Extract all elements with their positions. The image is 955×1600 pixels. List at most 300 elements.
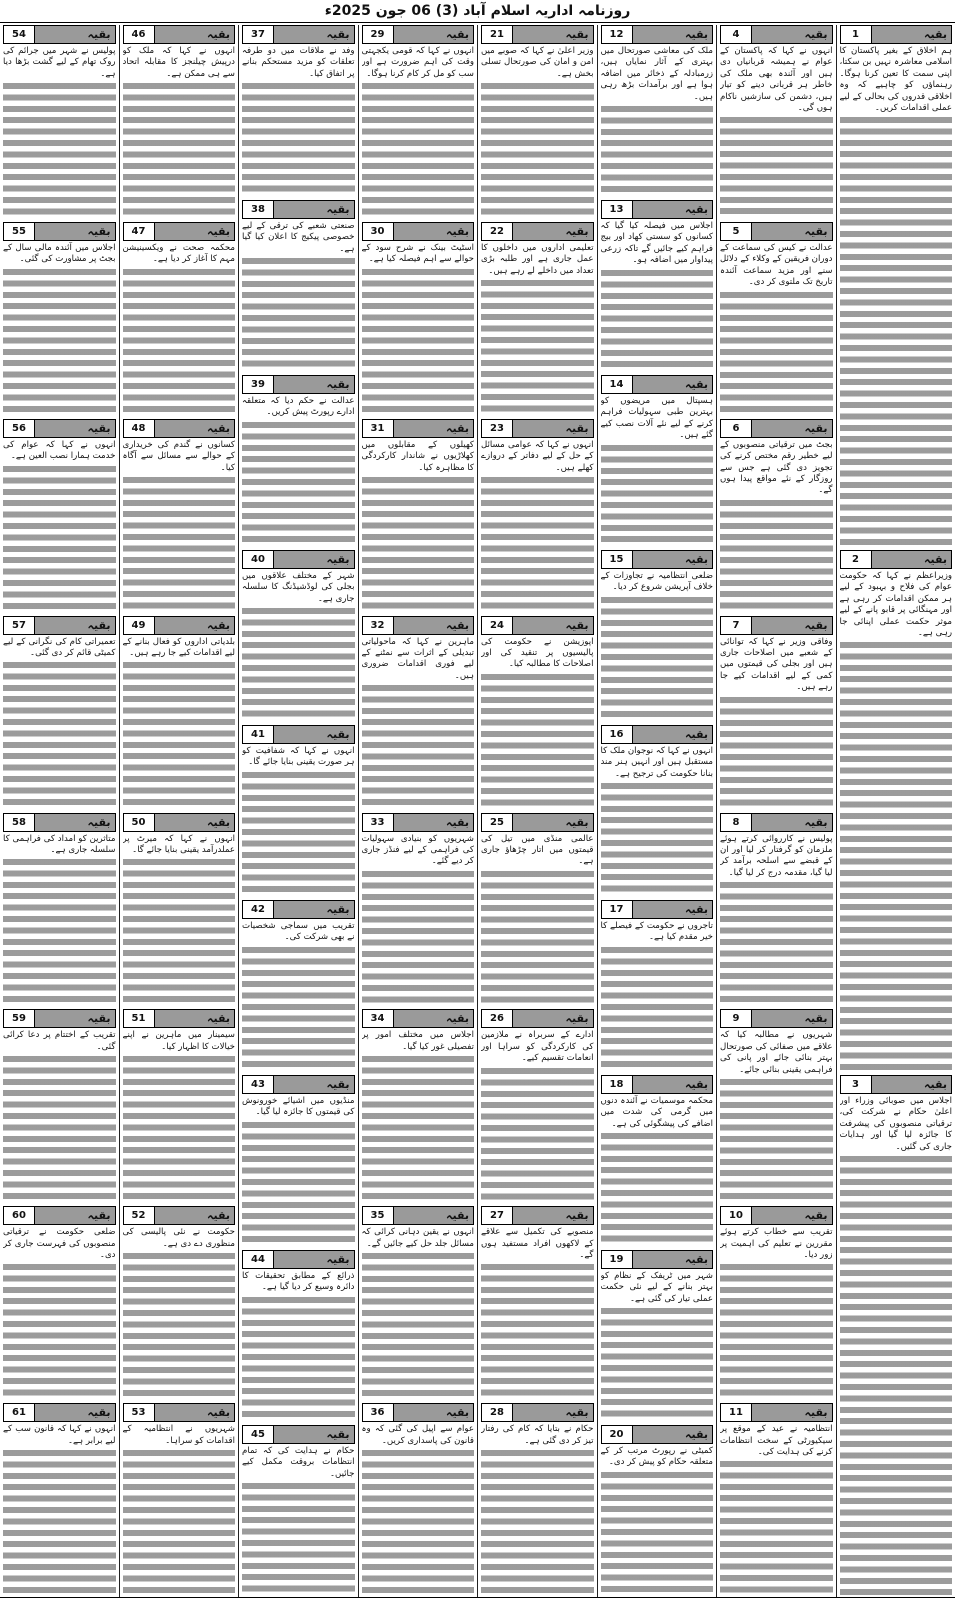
- box-number: 32: [363, 617, 394, 634]
- text-lines: [3, 463, 116, 613]
- continuation-box: [3, 25, 116, 219]
- text-lines: [601, 1305, 714, 1422]
- text-lines: [242, 80, 355, 197]
- box-number: 48: [124, 420, 155, 437]
- box-number: 55: [4, 223, 35, 240]
- box-text: اسٹیٹ بینک نے شرح سود کے حوالے سے اہم فیصلہ کیا ہے۔: [361, 242, 474, 265]
- box-text: انہوں نے کہا کہ قانون سب کے لیے برابر ہے۔: [3, 1424, 116, 1446]
- box-label: بقیہ: [35, 420, 115, 437]
- column-4: [477, 25, 597, 1597]
- text-lines: [242, 769, 355, 897]
- text-lines: [362, 1447, 475, 1597]
- box-label: بقیہ: [35, 617, 115, 634]
- continuation-box: [601, 1075, 714, 1247]
- box-text: کھیلوں کے مقابلوں میں کھلاڑیوں نے شاندار کارکردگی کا مظاہرہ کیا۔: [361, 439, 474, 473]
- box-header: [840, 25, 953, 44]
- box-header: [242, 375, 355, 394]
- box-number: 43: [243, 1076, 274, 1093]
- text-lines: [720, 1261, 833, 1400]
- box-number: 16: [602, 726, 633, 743]
- box-text: پولیس نے کارروائی کرتے ہوئے ملزمان کو گرفتار کر لیا اور ان کے قبضے سے اسلحہ برآمد کر لیا گیا، مقدمہ درج کر لیا گیا۔: [720, 833, 833, 878]
- box-label: بقیہ: [35, 1404, 115, 1421]
- box-header: [123, 616, 236, 635]
- text-lines: [840, 639, 953, 1072]
- continuation-box: [481, 25, 594, 219]
- box-header: [481, 1206, 594, 1225]
- box-text: وزیراعظم نے کہا کہ حکومت عوام کی فلاح و بہبود کے لیے ہر ممکن اقدامات کر رہی ہے اور مہنگائی پر قابو پانے کے لیے موثر حکمت عملی اپنائی جا رہی ہے۔: [839, 571, 952, 639]
- box-number: 19: [602, 1251, 633, 1268]
- box-label: بقیہ: [633, 901, 713, 918]
- continuation-box: [3, 1009, 116, 1203]
- box-header: [601, 1425, 714, 1444]
- continuation-box: [601, 1250, 714, 1422]
- box-number: 60: [4, 1207, 35, 1224]
- text-lines: [3, 1053, 116, 1203]
- box-header: [3, 222, 116, 241]
- box-number: 53: [124, 1404, 155, 1421]
- box-number: 41: [243, 726, 274, 743]
- box-label: بقیہ: [155, 617, 235, 634]
- text-lines: [720, 694, 833, 810]
- box-header: [601, 1250, 714, 1269]
- continuation-box: [123, 419, 236, 613]
- box-number: 38: [243, 201, 274, 218]
- box-number: 17: [602, 901, 633, 918]
- box-label: بقیہ: [35, 1207, 115, 1224]
- box-label: بقیہ: [752, 617, 832, 634]
- box-label: بقیہ: [394, 26, 474, 43]
- box-label: بقیہ: [274, 1426, 354, 1443]
- text-lines: [3, 1447, 116, 1597]
- continuation-box: [720, 1403, 833, 1597]
- box-header: [3, 813, 116, 832]
- box-label: بقیہ: [752, 223, 832, 240]
- box-text: تعلیمی اداروں میں داخلوں کا عمل جاری ہے اور طلبہ بڑی تعداد میں داخلے لے رہے ہیں۔: [481, 242, 594, 276]
- box-text: عدالت نے کیس کی سماعت کے دوران فریقین کے وکلاء کے دلائل سنے اور مزید سماعت آئندہ تاریخ تک ملتوی کر دی۔: [720, 242, 833, 288]
- continuation-box: [601, 900, 714, 1072]
- box-number: 27: [482, 1207, 513, 1224]
- box-header: [720, 616, 833, 635]
- box-number: 45: [243, 1426, 274, 1443]
- box-label: بقیہ: [633, 1251, 713, 1268]
- box-label: بقیہ: [274, 201, 354, 218]
- box-header: [601, 375, 714, 394]
- box-label: بقیہ: [394, 1404, 474, 1421]
- box-header: [123, 1206, 236, 1225]
- text-lines: [720, 1076, 833, 1203]
- box-header: [362, 1206, 475, 1225]
- box-header: [242, 900, 355, 919]
- text-lines: [840, 1153, 953, 1597]
- continuation-box: [123, 1206, 236, 1400]
- box-label: بقیہ: [633, 26, 713, 43]
- continuation-box: [3, 1403, 116, 1597]
- box-text: ماہرین نے کہا کہ ماحولیاتی تبدیلی کے اثرات سے نمٹنے کے لیے فوری اقدامات ضروری ہیں۔: [361, 636, 474, 681]
- column-7: [119, 25, 239, 1597]
- box-label: بقیہ: [274, 26, 354, 43]
- box-label: بقیہ: [513, 1207, 593, 1224]
- box-label: بقیہ: [633, 726, 713, 743]
- continuation-box: [720, 25, 833, 219]
- continuation-box: [362, 222, 475, 416]
- text-lines: [362, 80, 475, 219]
- box-text: انہوں نے کہا کہ میرٹ پر عملدرآمد یقینی بنایا جائے گا۔: [122, 833, 235, 855]
- box-text: ضلعی انتظامیہ نے تجاوزات کے خلاف آپریشن شروع کر دیا۔: [600, 571, 713, 593]
- continuation-box: [601, 550, 714, 722]
- continuation-box: [481, 222, 594, 416]
- box-label: بقیہ: [394, 1010, 474, 1027]
- box-text: سیمینار میں ماہرین نے اپنے خیالات کا اظہار کیا۔: [122, 1030, 235, 1052]
- continuation-box: [242, 1075, 355, 1247]
- box-label: بقیہ: [513, 223, 593, 240]
- box-header: [481, 419, 594, 438]
- box-text: حکام نے بتایا کہ کام کی رفتار تیز کر دی گئی ہے۔: [481, 1424, 594, 1446]
- box-label: بقیہ: [633, 551, 713, 568]
- box-header: [720, 1403, 833, 1422]
- box-number: 10: [721, 1207, 752, 1224]
- box-number: 49: [124, 617, 155, 634]
- box-number: 22: [482, 223, 513, 240]
- box-header: [720, 222, 833, 241]
- box-header: [601, 550, 714, 569]
- box-label: بقیہ: [155, 420, 235, 437]
- continuation-box: [3, 1206, 116, 1400]
- column-3: [597, 25, 717, 1597]
- box-number: 20: [602, 1426, 633, 1443]
- box-number: 59: [4, 1010, 35, 1027]
- box-number: 46: [124, 26, 155, 43]
- box-number: 56: [4, 420, 35, 437]
- box-label: بقیہ: [274, 901, 354, 918]
- continuation-box: [362, 1009, 475, 1203]
- text-lines: [720, 114, 833, 218]
- box-label: بقیہ: [35, 814, 115, 831]
- box-number: 18: [602, 1076, 633, 1093]
- box-text: پولیس نے شہر میں جرائم کی روک تھام کے لیے گشت بڑھا دیا ہے۔: [3, 46, 116, 79]
- box-number: 39: [243, 376, 274, 393]
- box-text: عدالت نے حکم دیا کہ متعلقہ ادارے رپورٹ پیش کریں۔: [242, 396, 355, 418]
- continuation-box: [362, 1206, 475, 1400]
- continuation-box: [3, 813, 116, 1007]
- box-label: بقیہ: [155, 223, 235, 240]
- text-lines: [601, 944, 714, 1072]
- box-number: 24: [482, 617, 513, 634]
- box-number: 47: [124, 223, 155, 240]
- box-header: [362, 25, 475, 44]
- text-lines: [601, 780, 714, 897]
- box-number: 40: [243, 551, 274, 568]
- box-header: [720, 25, 833, 44]
- box-number: 1: [841, 26, 872, 43]
- box-label: بقیہ: [872, 1076, 952, 1093]
- text-lines: [481, 868, 594, 1007]
- box-header: [481, 813, 594, 832]
- box-header: [123, 222, 236, 241]
- box-number: 29: [363, 26, 394, 43]
- box-text: حکام نے ہدایت کی کہ تمام انتظامات بروقت مکمل کیے جائیں۔: [242, 1446, 355, 1479]
- box-label: بقیہ: [35, 26, 115, 43]
- column-8: [0, 25, 119, 1597]
- box-label: بقیہ: [274, 376, 354, 393]
- box-label: بقیہ: [513, 1010, 593, 1027]
- box-label: بقیہ: [394, 1207, 474, 1224]
- box-label: بقیہ: [155, 1010, 235, 1027]
- continuation-box: [481, 1403, 594, 1597]
- box-header: [601, 200, 714, 219]
- box-number: 34: [363, 1010, 394, 1027]
- box-text: شہریوں کو بنیادی سہولیات کی فراہمی کے لیے فنڈز جاری کر دیے گئے۔: [361, 833, 474, 867]
- box-header: [601, 1075, 714, 1094]
- box-label: بقیہ: [155, 814, 235, 831]
- text-lines: [362, 474, 475, 613]
- box-number: 36: [363, 1404, 394, 1421]
- box-text: تعمیراتی کام کی نگرانی کے لیے کمیٹی قائم کر دی گئی۔: [3, 636, 116, 659]
- continuation-box: [481, 419, 594, 613]
- box-text: ملک کی معاشی صورتحال میں بہتری کے آثار نمایاں ہیں، زرمبادلہ کے ذخائر میں اضافہ ہوا ہے اور برآمدات بڑھ رہی ہیں۔: [600, 46, 713, 102]
- box-label: بقیہ: [752, 26, 832, 43]
- box-number: 9: [721, 1010, 752, 1027]
- box-text: محکمہ موسمیات نے آئندہ دنوں میں گرمی کی شدت میں اضافے کی پیشگوئی کی ہے۔: [600, 1096, 713, 1129]
- continuation-box: [123, 813, 236, 1007]
- box-header: [242, 200, 355, 219]
- box-number: 26: [482, 1010, 513, 1027]
- column-2: [716, 25, 836, 1597]
- box-label: بقیہ: [513, 26, 593, 43]
- text-lines: [720, 879, 833, 1006]
- box-number: 2: [841, 551, 872, 568]
- text-lines: [242, 255, 355, 372]
- text-lines: [601, 594, 714, 722]
- box-label: بقیہ: [274, 726, 354, 743]
- box-number: 11: [721, 1404, 752, 1421]
- box-text: انہوں نے کہا کہ عوامی مسائل کے حل کے لیے دفاتر کے دروازے کھلے ہیں۔: [481, 439, 594, 473]
- continuation-box: [242, 25, 355, 197]
- box-number: 21: [482, 26, 513, 43]
- box-text: ذرائع کے مطابق تحقیقات کا دائرہ وسیع کر دیا گیا ہے۔: [242, 1271, 355, 1293]
- box-label: بقیہ: [155, 26, 235, 43]
- continuation-box: [123, 1009, 236, 1203]
- box-number: 37: [243, 26, 274, 43]
- box-text: اجلاس میں مختلف امور پر تفصیلی غور کیا گیا۔: [361, 1030, 474, 1052]
- box-text: انہوں نے کہا کہ شفافیت کو ہر صورت یقینی بنایا جائے گا۔: [242, 746, 355, 768]
- continuation-box: [720, 616, 833, 810]
- text-lines: [242, 1119, 355, 1247]
- box-label: بقیہ: [394, 420, 474, 437]
- box-label: بقیہ: [155, 1404, 235, 1421]
- text-lines: [481, 671, 594, 810]
- box-header: [123, 25, 236, 44]
- box-label: بقیہ: [633, 1426, 713, 1443]
- text-lines: [123, 659, 236, 809]
- box-number: 28: [482, 1404, 513, 1421]
- continuation-box: [362, 813, 475, 1007]
- box-label: بقیہ: [513, 1404, 593, 1421]
- box-label: بقیہ: [274, 551, 354, 568]
- box-text: ادارے کے سربراہ نے ملازمین کی کارکردگی کو سراہا اور انعامات تقسیم کیے۔: [481, 1030, 594, 1064]
- box-label: بقیہ: [35, 223, 115, 240]
- continuation-box: [840, 1075, 953, 1597]
- continuation-box: [362, 616, 475, 810]
- box-header: [362, 1009, 475, 1028]
- box-header: [242, 25, 355, 44]
- box-text: کمیٹی نے رپورٹ مرتب کر کے متعلقہ حکام کو پیش کر دی۔: [600, 1446, 713, 1468]
- box-header: [3, 1206, 116, 1225]
- box-number: 58: [4, 814, 35, 831]
- continuation-box: [242, 375, 355, 547]
- box-text: بجٹ میں ترقیاتی منصوبوں کے لیے خطیر رقم مختص کرنے کی تجویز دی گئی ہے جس سے روزگار کے نئے مواقع پیدا ہوں گے۔: [720, 439, 833, 496]
- text-lines: [720, 497, 833, 613]
- box-header: [720, 419, 833, 438]
- continuation-box: [601, 725, 714, 897]
- text-lines: [3, 1261, 116, 1400]
- box-label: بقیہ: [274, 1251, 354, 1268]
- text-lines: [481, 1261, 594, 1400]
- text-lines: [242, 605, 355, 722]
- box-text: صنعتی شعبے کی ترقی کے لیے خصوصی پیکیج کا اعلان کیا گیا ہے۔: [242, 221, 355, 254]
- box-header: [601, 900, 714, 919]
- box-number: 31: [363, 420, 394, 437]
- box-number: 54: [4, 26, 35, 43]
- box-label: بقیہ: [155, 1207, 235, 1224]
- box-text: ضلعی حکومت نے ترقیاتی منصوبوں کی فہرست جاری کر دی۔: [3, 1227, 116, 1261]
- box-header: [362, 419, 475, 438]
- text-lines: [481, 1065, 594, 1204]
- continuation-box: [3, 616, 116, 810]
- continuation-box: [601, 375, 714, 547]
- box-text: شہر میں ٹریفک کے نظام کو بہتر بنانے کے لیے نئی حکمت عملی تیار کی گئی ہے۔: [600, 1271, 713, 1304]
- box-header: [242, 1075, 355, 1094]
- box-text: منڈیوں میں اشیائے خورونوش کی قیمتوں کا جائزہ لیا گیا۔: [242, 1096, 355, 1118]
- box-label: بقیہ: [752, 814, 832, 831]
- box-header: [481, 1403, 594, 1422]
- box-label: بقیہ: [513, 420, 593, 437]
- box-text: شہریوں نے مطالبہ کیا کہ علاقے میں صفائی کی صورتحال بہتر بنائی جائے اور پانی کی فراہمی یقینی بنائی جائے۔: [720, 1030, 833, 1075]
- text-lines: [123, 1053, 236, 1203]
- text-lines: [362, 1250, 475, 1400]
- box-label: بقیہ: [35, 1010, 115, 1027]
- box-header: [362, 1403, 475, 1422]
- continuation-box: [840, 25, 953, 547]
- box-text: انہوں نے کہا کہ پاکستان کے عوام نے ہمیشہ قربانیاں دی ہیں اور آئندہ بھی ملک کی خاطر ہر قربانی دینے کو تیار ہیں، دشمن کی سازشیں ناکام ہوں گی۔: [720, 46, 833, 114]
- box-header: [720, 1206, 833, 1225]
- box-label: بقیہ: [394, 223, 474, 240]
- box-number: 5: [721, 223, 752, 240]
- text-lines: [123, 1447, 236, 1597]
- box-header: [601, 25, 714, 44]
- continuation-box: [3, 222, 116, 416]
- box-text: اپوزیشن نے حکومت کی پالیسیوں پر تنقید کی اور اصلاحات کا مطالبہ کیا۔: [481, 636, 594, 670]
- text-lines: [601, 1469, 714, 1597]
- box-text: اجلاس میں صوبائی وزراء اور اعلیٰ حکام نے شرکت کی، ترقیاتی منصوبوں کی پیشرفت کا جائزہ لیا گیا اور ہدایات جاری کی گئیں۔: [839, 1096, 952, 1152]
- continuation-box: [481, 813, 594, 1007]
- box-label: بقیہ: [633, 1076, 713, 1093]
- column-1: [836, 25, 955, 1597]
- continuation-box: [840, 550, 953, 1072]
- box-text: تقریب سے خطاب کرتے ہوئے مقررین نے تعلیم کی اہمیت پر زور دیا۔: [720, 1227, 833, 1261]
- text-lines: [601, 103, 714, 197]
- box-header: [601, 725, 714, 744]
- box-number: 23: [482, 420, 513, 437]
- box-label: بقیہ: [633, 201, 713, 218]
- text-lines: [481, 1447, 594, 1597]
- box-text: تقریب کے اختتام پر دعا کرائی گئی۔: [3, 1030, 116, 1052]
- continuation-box: [362, 1403, 475, 1597]
- box-header: [720, 1009, 833, 1028]
- box-number: 44: [243, 1251, 274, 1268]
- text-lines: [601, 267, 714, 372]
- continuation-box: [242, 1250, 355, 1422]
- text-lines: [242, 1294, 355, 1422]
- continuation-box: [242, 725, 355, 897]
- continuation-box: [601, 25, 714, 197]
- continuation-box: [242, 200, 355, 372]
- box-number: 15: [602, 551, 633, 568]
- box-number: 57: [4, 617, 35, 634]
- box-text: اجلاس میں آئندہ مالی سال کے بجٹ پر مشاورت کی گئی۔: [3, 242, 116, 265]
- text-lines: [3, 659, 116, 809]
- continuation-box: [242, 550, 355, 722]
- box-text: ہم اخلاق کے بغیر پاکستان کا اسلامی معاشرہ نہیں بن سکتا، اپنی سمت کا تعین کرنا ہوگا۔ رہنماؤں کو چاہیے کہ وہ اخلاقی قدروں کی بحالی کے لیے عملی اقدامات کریں۔: [839, 46, 952, 114]
- box-header: [840, 550, 953, 569]
- continuation-box: [720, 813, 833, 1007]
- box-number: 30: [363, 223, 394, 240]
- box-text: انہوں نے کہا کہ نوجوان ملک کا مستقبل ہیں اور انہیں ہنر مند بنانا حکومت کی ترجیح ہے۔: [600, 746, 713, 779]
- box-text: انہوں نے یقین دہانی کرائی کہ مسائل جلد حل کیے جائیں گے۔: [361, 1227, 474, 1249]
- box-text: شہر کے مختلف علاقوں میں بجلی کی لوڈشیڈنگ کا سلسلہ جاری ہے۔: [242, 571, 355, 604]
- column-5: [358, 25, 478, 1597]
- text-lines: [840, 114, 953, 547]
- box-number: 8: [721, 814, 752, 831]
- box-text: انہوں نے کہا کہ عوام کی خدمت ہمارا نصب العین ہے۔: [3, 439, 116, 462]
- box-text: تاجروں نے حکومت کے فیصلے کا خیر مقدم کیا ہے۔: [600, 921, 713, 943]
- columns-container: [0, 25, 955, 1597]
- box-header: [3, 616, 116, 635]
- text-lines: [362, 266, 475, 416]
- continuation-box: [481, 616, 594, 810]
- text-lines: [362, 682, 475, 809]
- text-lines: [3, 266, 116, 416]
- box-text: متاثرین کو امداد کی فراہمی کا سلسلہ جاری ہے۔: [3, 833, 116, 855]
- continuation-box: [481, 1206, 594, 1400]
- box-number: 35: [363, 1207, 394, 1224]
- bottom-rule: [0, 1597, 955, 1598]
- box-header: [123, 1403, 236, 1422]
- text-lines: [481, 474, 594, 613]
- box-header: [123, 1009, 236, 1028]
- box-number: 51: [124, 1010, 155, 1027]
- text-lines: [481, 80, 594, 219]
- box-label: بقیہ: [872, 551, 952, 568]
- box-header: [362, 616, 475, 635]
- box-number: 12: [602, 26, 633, 43]
- continuation-box: [242, 1425, 355, 1597]
- box-number: 52: [124, 1207, 155, 1224]
- box-header: [123, 419, 236, 438]
- box-number: 13: [602, 201, 633, 218]
- text-lines: [362, 1053, 475, 1203]
- continuation-box: [123, 616, 236, 810]
- box-number: 14: [602, 376, 633, 393]
- box-number: 25: [482, 814, 513, 831]
- text-lines: [123, 80, 236, 219]
- box-header: [362, 222, 475, 241]
- box-header: [362, 813, 475, 832]
- box-label: بقیہ: [752, 1404, 832, 1421]
- box-header: [3, 419, 116, 438]
- box-text: عوام سے اپیل کی گئی کہ وہ قانون کی پاسداری کریں۔: [361, 1424, 474, 1446]
- continuation-box: [720, 222, 833, 416]
- continuation-box: [123, 222, 236, 416]
